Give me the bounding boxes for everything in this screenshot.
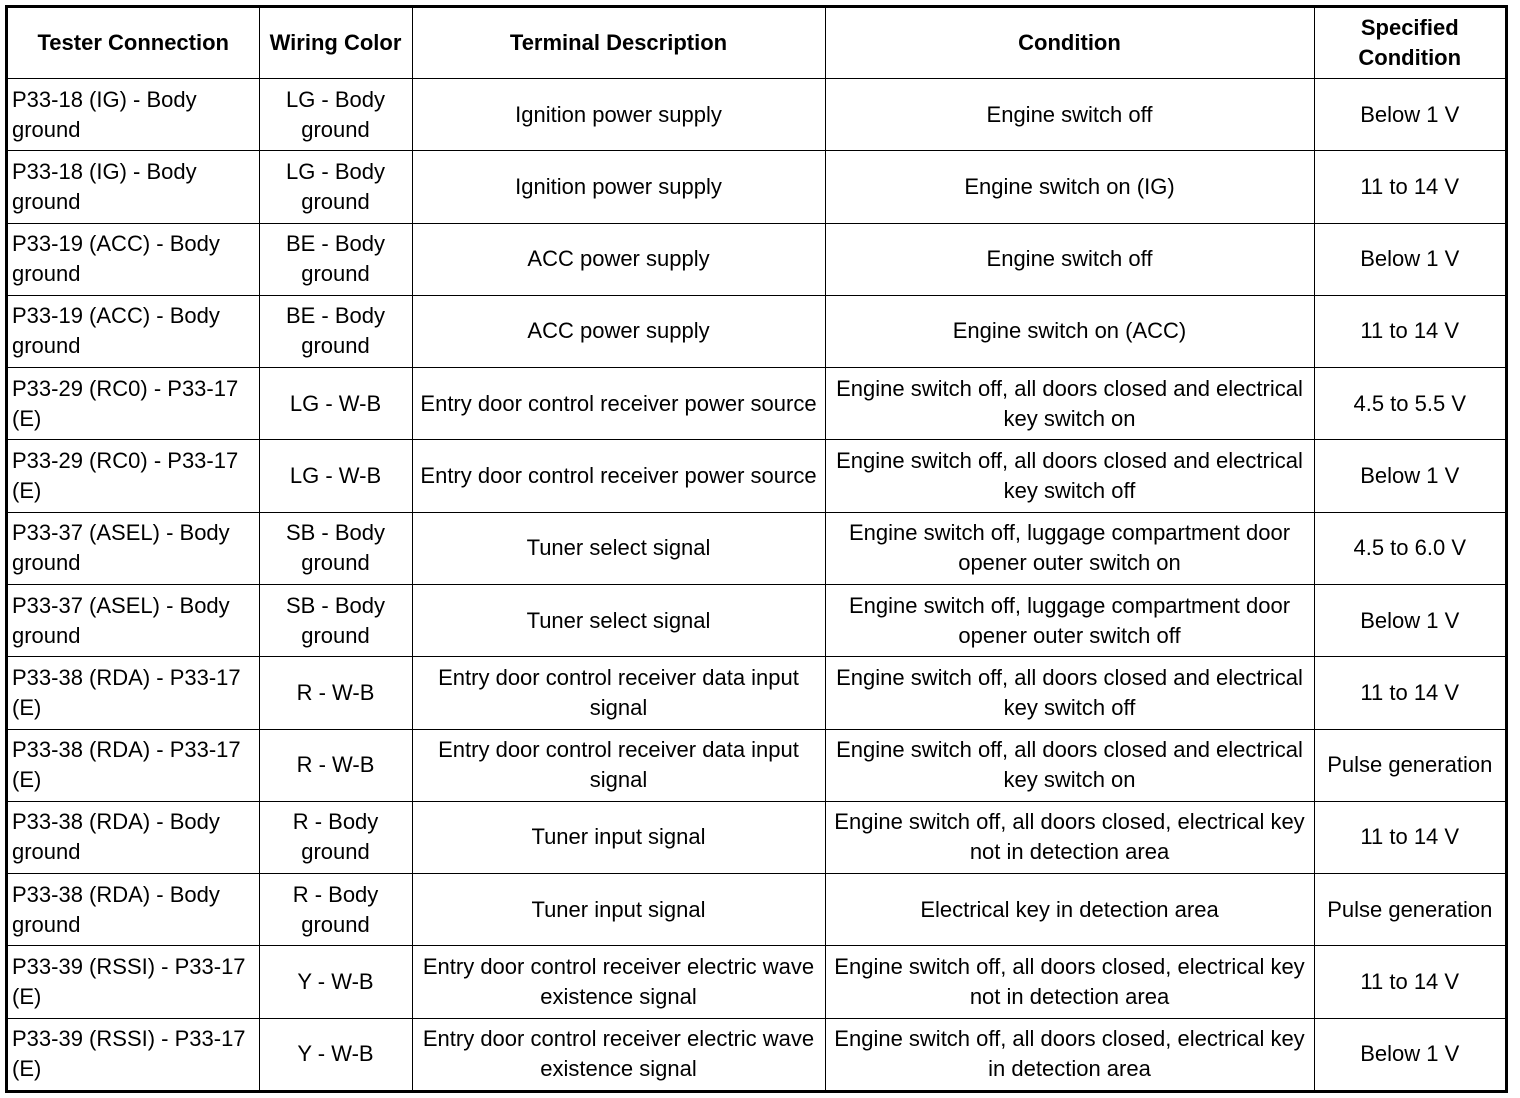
cell-specified-condition: Below 1 V	[1314, 79, 1505, 151]
cell-condition: Engine switch on (ACC)	[825, 295, 1314, 367]
cell-specified-condition: Below 1 V	[1314, 223, 1505, 295]
cell-specified-condition: 11 to 14 V	[1314, 151, 1505, 223]
cell-wiring-color: LG - W-B	[259, 440, 412, 512]
table-header-row	[8, 8, 1505, 79]
cell-specified-condition: Below 1 V	[1314, 1018, 1505, 1090]
cell-wiring-color: Y - W-B	[259, 946, 412, 1018]
table-row	[8, 801, 1505, 873]
cell-tester-connection: P33-37 (ASEL) - Body ground	[8, 584, 259, 656]
cell-condition: Engine switch off, all doors closed and electrical key switch on	[825, 729, 1314, 801]
table-row	[8, 729, 1505, 801]
table-row	[8, 512, 1505, 584]
cell-specified-condition: 11 to 14 V	[1314, 946, 1505, 1018]
table-row	[8, 946, 1505, 1018]
cell-condition: Engine switch off, all doors closed, electrical key not in detection area	[825, 946, 1314, 1018]
cell-tester-connection: P33-19 (ACC) - Body ground	[8, 223, 259, 295]
cell-terminal-description: Entry door control receiver power source	[412, 440, 825, 512]
header-condition: Condition	[825, 8, 1314, 79]
header-tester-connection: Tester Connection	[8, 8, 259, 79]
cell-tester-connection: P33-38 (RDA) - Body ground	[8, 874, 259, 946]
cell-tester-connection: P33-29 (RC0) - P33-17 (E)	[8, 440, 259, 512]
cell-condition: Electrical key in detection area	[825, 874, 1314, 946]
cell-terminal-description: Tuner select signal	[412, 584, 825, 656]
cell-wiring-color: BE - Body ground	[259, 295, 412, 367]
header-specified-condition: Specified Condition	[1314, 8, 1505, 79]
cell-wiring-color: SB - Body ground	[259, 512, 412, 584]
cell-specified-condition: 4.5 to 6.0 V	[1314, 512, 1505, 584]
cell-specified-condition: Pulse generation	[1314, 729, 1505, 801]
cell-wiring-color: R - W-B	[259, 657, 412, 729]
cell-wiring-color: Y - W-B	[259, 1018, 412, 1090]
cell-tester-connection: P33-29 (RC0) - P33-17 (E)	[8, 368, 259, 440]
header-terminal-description: Terminal Description	[412, 8, 825, 79]
table-row	[8, 657, 1505, 729]
cell-condition: Engine switch on (IG)	[825, 151, 1314, 223]
cell-condition: Engine switch off, all doors closed, electrical key in detection area	[825, 1018, 1314, 1090]
cell-wiring-color: R - W-B	[259, 729, 412, 801]
cell-terminal-description: Ignition power supply	[412, 79, 825, 151]
cell-tester-connection: P33-38 (RDA) - Body ground	[8, 801, 259, 873]
table-row	[8, 584, 1505, 656]
cell-wiring-color: BE - Body ground	[259, 223, 412, 295]
cell-specified-condition: 11 to 14 V	[1314, 657, 1505, 729]
cell-specified-condition: Pulse generation	[1314, 874, 1505, 946]
cell-wiring-color: LG - Body ground	[259, 151, 412, 223]
table-row	[8, 874, 1505, 946]
table-row	[8, 1018, 1505, 1090]
cell-specified-condition: Below 1 V	[1314, 440, 1505, 512]
terminal-table-container	[5, 5, 1508, 1093]
cell-wiring-color: R - Body ground	[259, 801, 412, 873]
cell-condition: Engine switch off	[825, 223, 1314, 295]
cell-tester-connection: P33-19 (ACC) - Body ground	[8, 295, 259, 367]
cell-wiring-color: LG - Body ground	[259, 79, 412, 151]
cell-condition: Engine switch off, luggage compartment door opener outer switch off	[825, 584, 1314, 656]
cell-terminal-description: ACC power supply	[412, 295, 825, 367]
cell-condition: Engine switch off	[825, 79, 1314, 151]
table-row	[8, 79, 1505, 151]
cell-tester-connection: P33-38 (RDA) - P33-17 (E)	[8, 657, 259, 729]
cell-terminal-description: Ignition power supply	[412, 151, 825, 223]
table-row	[8, 368, 1505, 440]
table-row	[8, 440, 1505, 512]
cell-tester-connection: P33-39 (RSSI) - P33-17 (E)	[8, 1018, 259, 1090]
cell-condition: Engine switch off, all doors closed, electrical key not in detection area	[825, 801, 1314, 873]
cell-terminal-description: Entry door control receiver electric wave existence signal	[412, 1018, 825, 1090]
cell-condition: Engine switch off, all doors closed and electrical key switch on	[825, 368, 1314, 440]
cell-specified-condition: Below 1 V	[1314, 584, 1505, 656]
table-body	[8, 79, 1505, 1091]
cell-tester-connection: P33-39 (RSSI) - P33-17 (E)	[8, 946, 259, 1018]
cell-terminal-description: Entry door control receiver power source	[412, 368, 825, 440]
cell-wiring-color: LG - W-B	[259, 368, 412, 440]
cell-wiring-color: R - Body ground	[259, 874, 412, 946]
cell-condition: Engine switch off, all doors closed and electrical key switch off	[825, 657, 1314, 729]
header-wiring-color: Wiring Color	[259, 8, 412, 79]
cell-tester-connection: P33-18 (IG) - Body ground	[8, 79, 259, 151]
cell-tester-connection: P33-37 (ASEL) - Body ground	[8, 512, 259, 584]
cell-specified-condition: 11 to 14 V	[1314, 801, 1505, 873]
cell-terminal-description: Entry door control receiver electric wave existence signal	[412, 946, 825, 1018]
cell-tester-connection: P33-38 (RDA) - P33-17 (E)	[8, 729, 259, 801]
cell-terminal-description: Tuner input signal	[412, 874, 825, 946]
cell-specified-condition: 4.5 to 5.5 V	[1314, 368, 1505, 440]
cell-condition: Engine switch off, all doors closed and electrical key switch off	[825, 440, 1314, 512]
cell-terminal-description: ACC power supply	[412, 223, 825, 295]
cell-terminal-description: Entry door control receiver data input signal	[412, 657, 825, 729]
table-row	[8, 223, 1505, 295]
cell-specified-condition: 11 to 14 V	[1314, 295, 1505, 367]
terminal-specification-table	[8, 8, 1505, 1090]
cell-condition: Engine switch off, luggage compartment door opener outer switch on	[825, 512, 1314, 584]
cell-wiring-color: SB - Body ground	[259, 584, 412, 656]
table-row	[8, 295, 1505, 367]
cell-terminal-description: Tuner select signal	[412, 512, 825, 584]
cell-terminal-description: Tuner input signal	[412, 801, 825, 873]
cell-terminal-description: Entry door control receiver data input signal	[412, 729, 825, 801]
cell-tester-connection: P33-18 (IG) - Body ground	[8, 151, 259, 223]
table-row	[8, 151, 1505, 223]
